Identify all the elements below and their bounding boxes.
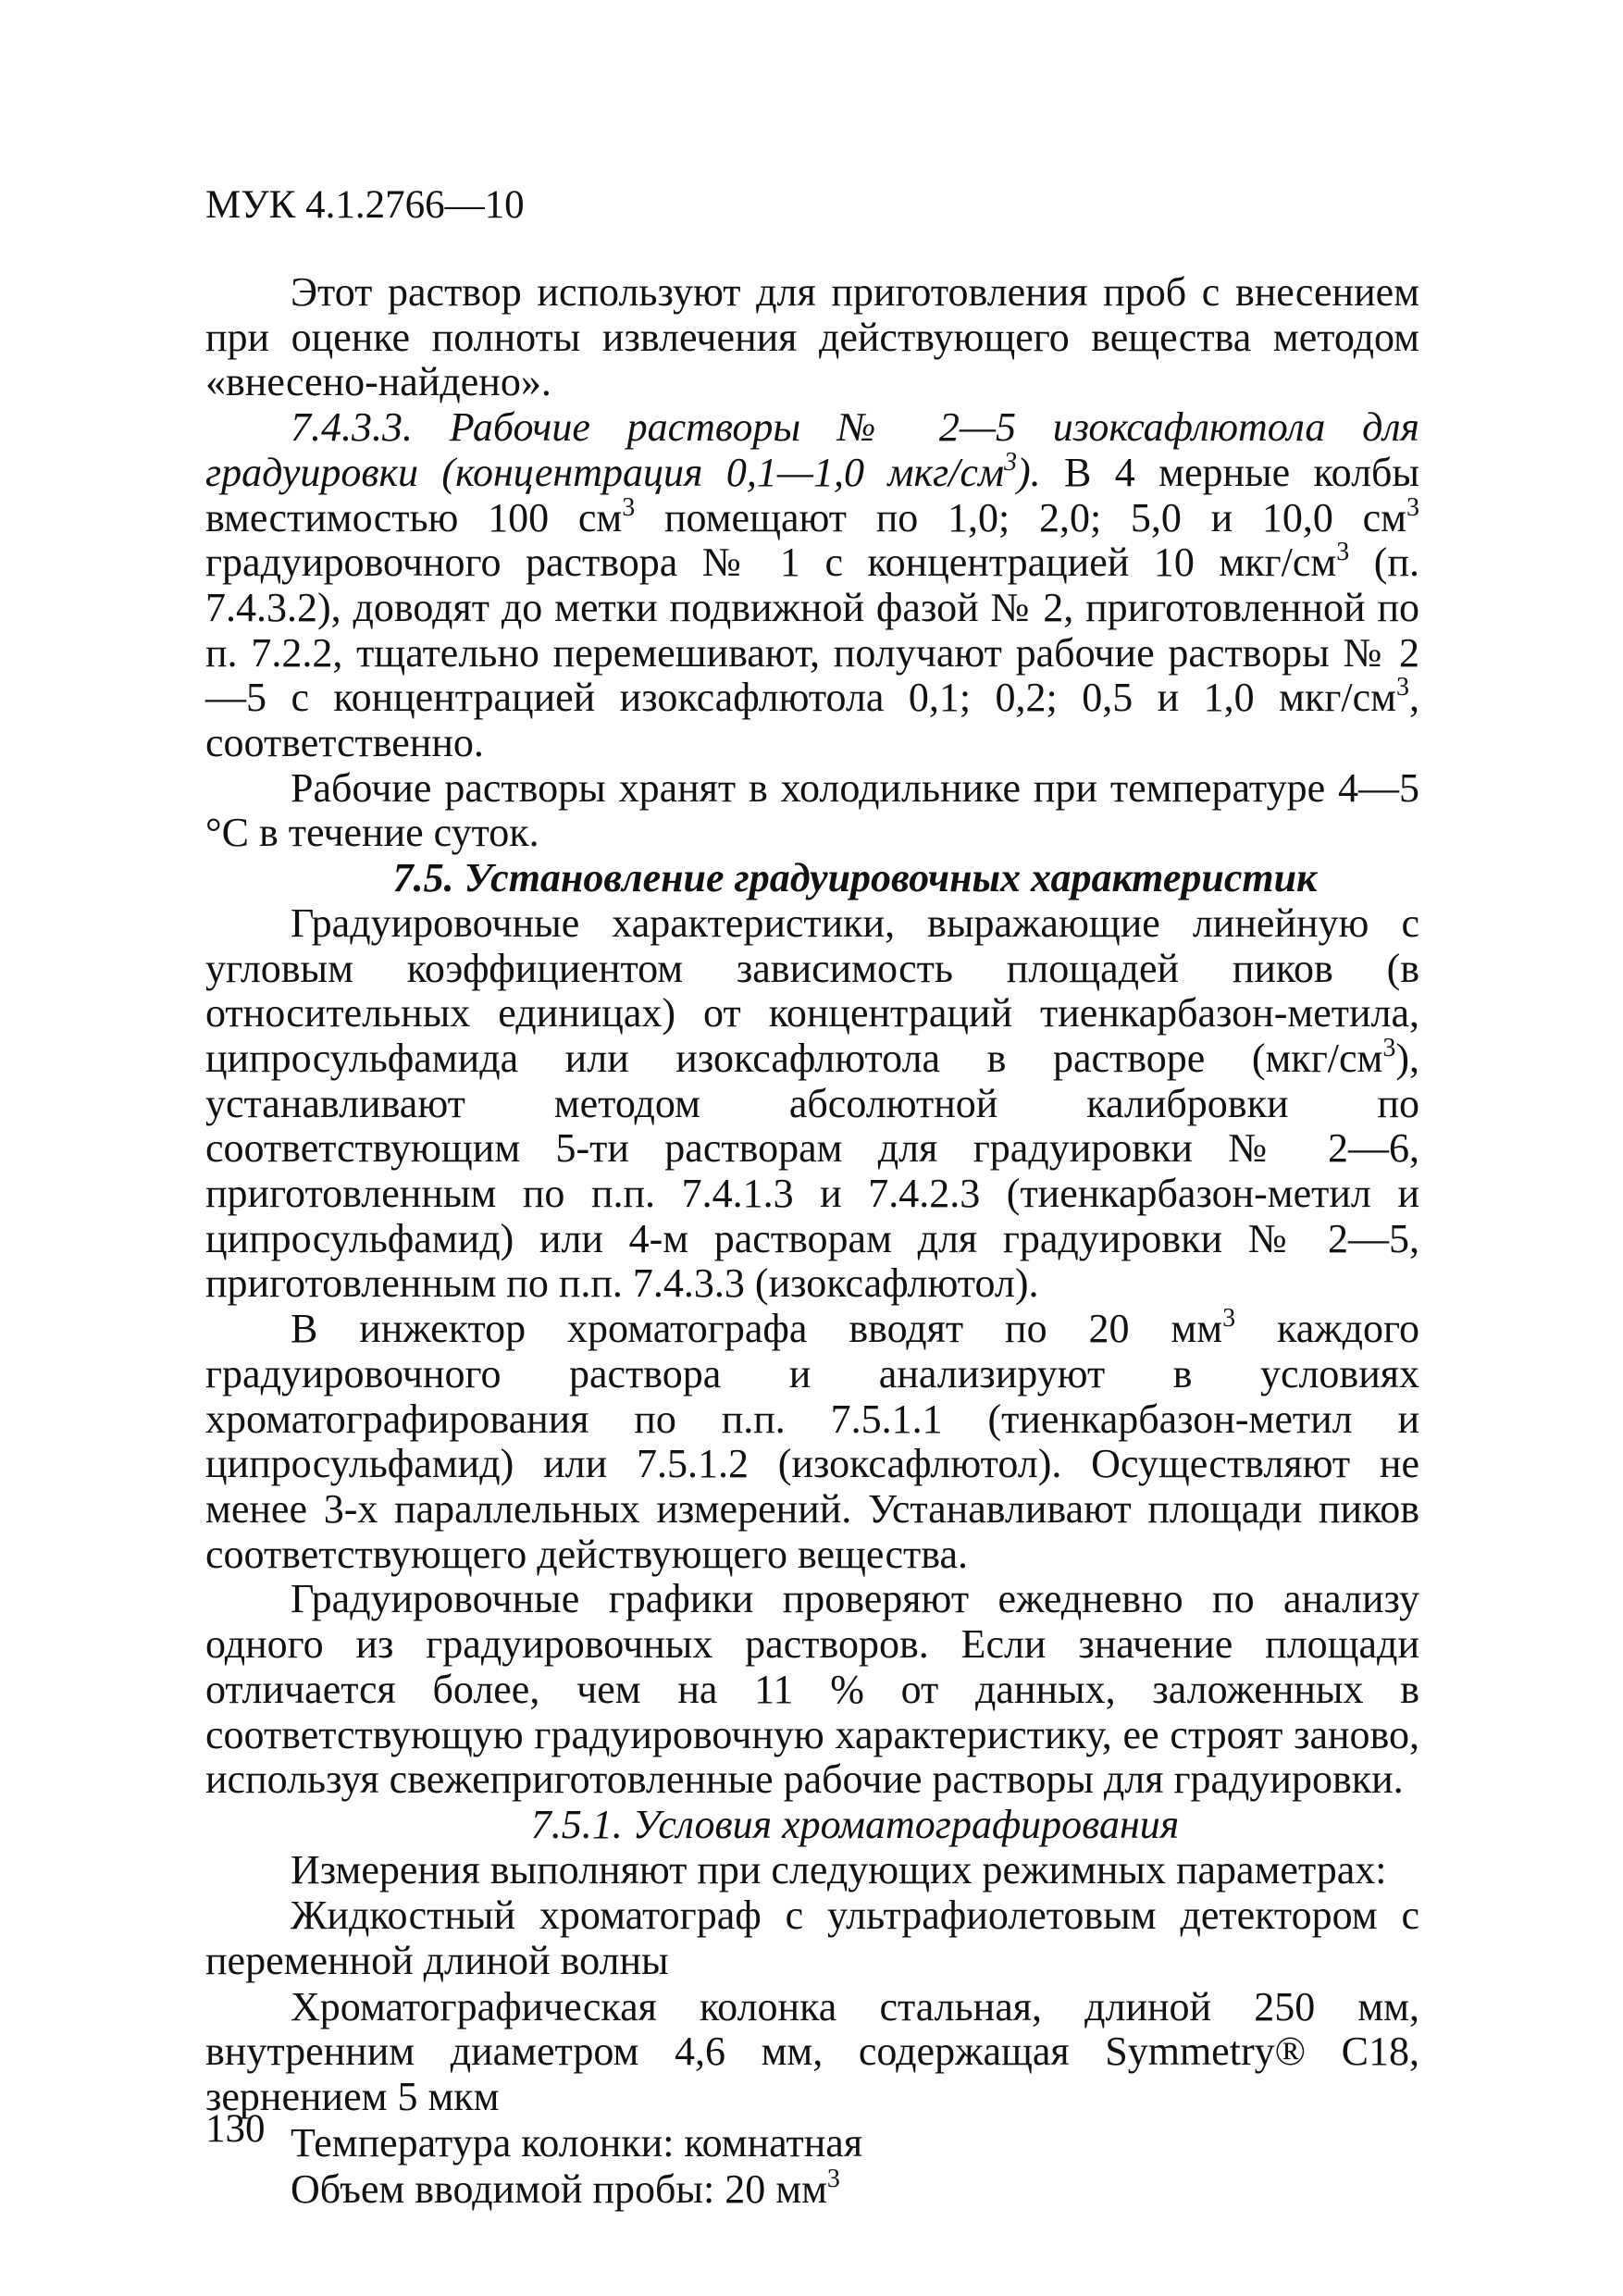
document-code-header: МУК 4.1.2766—10 — [205, 183, 525, 227]
superscript: 3 — [1004, 447, 1018, 477]
text-run: помещают по 1,0; 2,0; 5,0 и 10,0 см — [635, 494, 1406, 540]
paragraph-calibration-characteristics — [205, 901, 1419, 1307]
text-run: В 4 мерные колбы вместимостью 100 см — [205, 449, 1419, 540]
paragraph-storage: Рабочие растворы хранят в холодильнике при температуре 4—5 °С в течение суток. — [205, 764, 1419, 856]
text-run: каждого градуировочного раствора и анализируют в условиях хроматографирования по п.п. 7.5.1.1 (тиенкарбазон-метил и ципросульфамид) или 7.5.1.2 (изоксафлютол). Осуществляют не менее 3-х параллельных измерений. Устанавливают площади пиков соответствующего действующего вещества. — [205, 1306, 1419, 1577]
superscript: 3 — [1336, 538, 1350, 567]
text-run: ), устанавливают методом абсолютной калибровки по соответствующим 5-ти растворам для градуировки № 2—6, приготовленным по п.п. 7.4.1.3 и 7.4.2.3 (тиенкарбазон-метил и ципросульфамид) или 4-м растворам для градуировки № 2—5, приготовленным по п.п. 7.4.3.3 (изоксафлютол). — [205, 1035, 1419, 1307]
page-body — [205, 270, 1419, 2213]
paragraph-daily-check: Градуировочные графики проверяют ежедневно по анализу одного из градуировочных растворов. Если значение площади отличается более, чем на 11 % от данных, заложенных в соответствующую градуировочную характеристику, ее строят заново, используя свежеприготовленные рабочие растворы для градуировки. — [205, 1576, 1419, 1803]
subsection-heading-7-5-1: 7.5.1. Условия хроматографирования — [530, 1801, 1180, 1847]
superscript: 3 — [1396, 673, 1409, 702]
superscript: 3 — [1222, 1304, 1236, 1334]
superscript: 3 — [1382, 1033, 1396, 1062]
text-run: В инжектор хроматографа вводят по 20 мм — [291, 1306, 1223, 1352]
text-run: Объем вводимой пробы: 20 мм — [291, 2166, 827, 2212]
superscript: 3 — [826, 2164, 840, 2193]
page-number: 130 — [205, 2107, 266, 2151]
paragraph-injection — [205, 1304, 1419, 1577]
section-heading-7-5: 7.5. Установление градуировочных характеристик — [392, 855, 1318, 901]
paragraph-column: Хроматографическая колонка стальная, длиной 250 мм, внутренним диаметром 4,6 мм, содержащая Symmetry® C18, зернением 5 мкм — [205, 1983, 1419, 2120]
text-run: Градуировочные характеристики, выражающие линейную с угловым коэффициентом зависимость площадей пиков (в относительных единицах) от концентраций тиенкарбазон-метила, ципросульфамида или изоксафлютола в растворе (мкг/см — [205, 900, 1419, 1081]
paragraph-mode-parameters: Измерения выполняют при следующих режимных параметрах: — [291, 1846, 1387, 1893]
text-run: , соответственно. — [205, 675, 1419, 766]
text-run: градуировочного раствора № 1 с концентрацией 10 мкг/см — [205, 540, 1337, 586]
paragraph-7-4-3-3 — [205, 405, 1419, 766]
paragraph-column-temperature: Температура колонки: комнатная — [291, 2119, 863, 2166]
superscript: 3 — [622, 492, 636, 522]
paragraph-injection-volume — [205, 2164, 1419, 2213]
subsection-title-text: 7.4.3.3. Рабочие растворы № 2—5 изоксафлютола для градуировки (концентрация 0,1—1,0 мкг/см — [205, 404, 1419, 495]
paragraph-chromatograph: Жидкостный хроматограф с ультрафиолетовым детектором с переменной длиной волны — [205, 1893, 1419, 1984]
subsection-title-end: ). — [1017, 449, 1041, 495]
paragraph-solution-use: Этот раствор используют для приготовления проб с внесением при оценке полноты извлечения действующего вещества методом «внесено-найдено». — [205, 269, 1419, 405]
text-run: (п. 7.4.3.2), доводят до метки подвижной фазой № 2, приготовленной по п. 7.2.2, тщательно перемешивают, получают рабочие растворы № 2—5 с концентрацией изоксафлютола 0,1; 0,2; 0,5 и 1,0 мкг/см — [205, 540, 1419, 721]
superscript: 3 — [1406, 492, 1419, 522]
